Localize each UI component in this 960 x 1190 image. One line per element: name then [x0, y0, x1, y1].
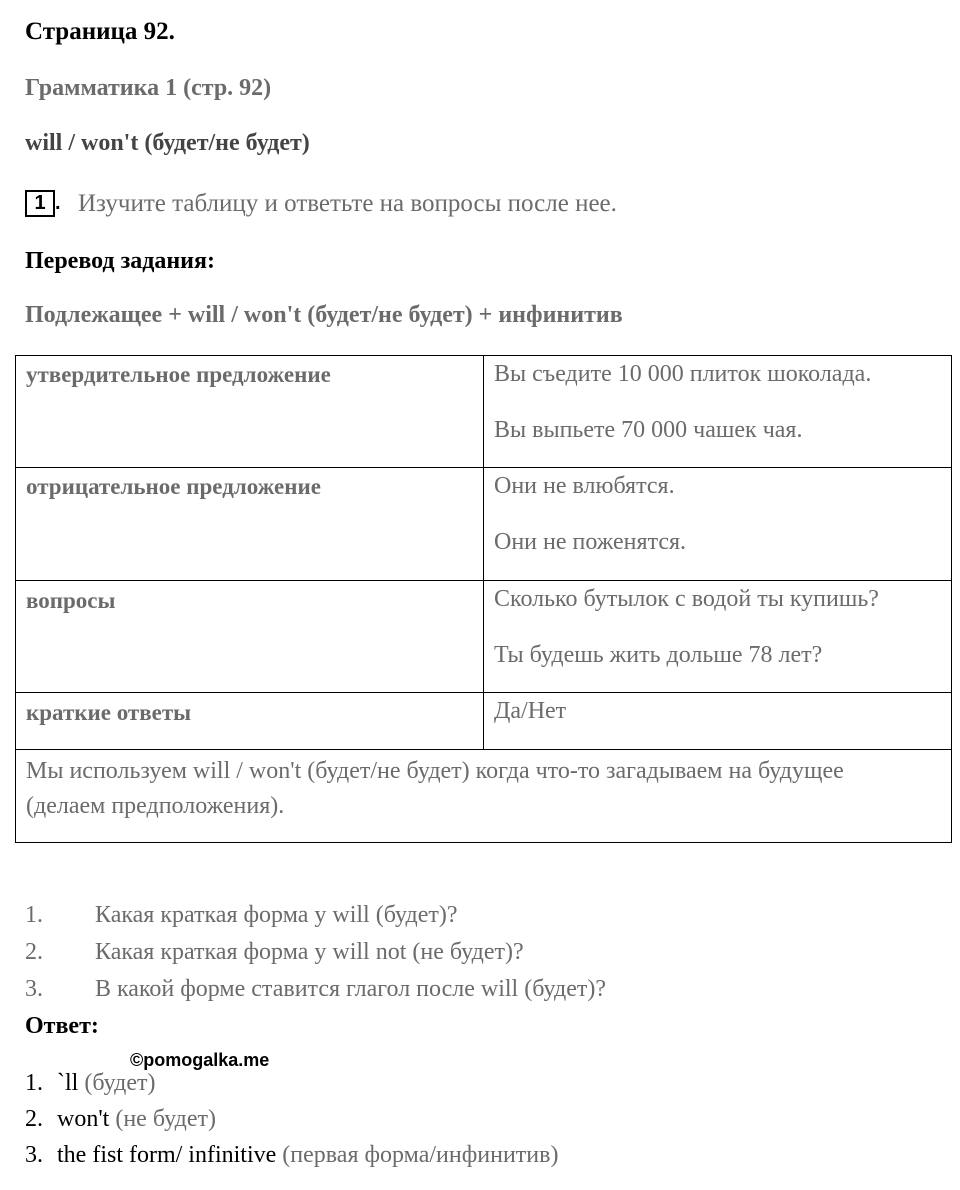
answer-value: won't [57, 1106, 110, 1132]
answer-value: the fist form/ infinitive [57, 1142, 277, 1168]
answer-translation: (первая форма/инфинитив) [282, 1142, 559, 1168]
example-sentence: Вы выпьете 70 000 чашек чая. [494, 417, 803, 443]
page-title: Страница 92. [25, 18, 175, 45]
question-number: 2. [25, 939, 43, 965]
question-text: Какая краткая форма у will (будет)? [95, 902, 458, 928]
grammar-formula: Подлежащее + will / won't (будет/не будет) + инфинитив [25, 302, 623, 328]
table-note: Мы используем will / won't (будет/не будет) когда что-то загадываем на будущее (делаем предположения). [26, 758, 844, 819]
table-column-divider [483, 356, 484, 749]
answer-number: 2. [25, 1106, 43, 1132]
answer-row [25, 1070, 155, 1097]
task-number-box: 1 [25, 190, 55, 217]
question-text: Какая краткая форма у will not (не будет)? [95, 939, 524, 965]
question-number: 3. [25, 976, 43, 1002]
example-sentence: Они не влюбятся. [494, 473, 675, 499]
question-text: В какой форме ставится глагол после will (будет)? [95, 976, 606, 1002]
answer-row [25, 1106, 216, 1133]
row-label-short-answers: краткие ответы [26, 700, 192, 725]
row-label-negative: отрицательное предложение [26, 474, 321, 499]
answer-number: 3. [25, 1142, 43, 1168]
task-instruction: Изучите таблицу и ответьте на вопросы после нее. [78, 190, 617, 217]
grammar-section-title: Грамматика 1 (стр. 92) [25, 75, 272, 101]
example-sentence: Сколько бутылок с водой ты купишь? [494, 586, 879, 612]
answer-value: `ll [57, 1070, 79, 1096]
table-row-divider [16, 749, 951, 750]
row-label-affirmative: утвердительное предложение [26, 362, 331, 387]
watermark: ©pomogalka.me [130, 1050, 270, 1070]
answer-row [25, 1142, 558, 1169]
answer-number: 1. [25, 1070, 43, 1096]
translation-heading: Перевод задания: [25, 248, 215, 274]
grammar-table [15, 355, 952, 843]
question-number: 1. [25, 902, 43, 928]
task-number-dot: . [55, 192, 61, 214]
example-sentence: Они не поженятся. [494, 529, 687, 555]
example-sentence: Да/Нет [494, 698, 567, 724]
row-label-questions: вопросы [26, 588, 116, 613]
answer-translation: (будет) [84, 1070, 156, 1096]
example-sentence: Вы съедите 10 000 плиток шоколада. [494, 361, 872, 387]
answer-translation: (не будет) [115, 1106, 216, 1132]
answer-heading: Ответ: [25, 1013, 99, 1039]
topic-heading: will / won't (будет/не будет) [25, 130, 310, 156]
example-sentence: Ты будешь жить дольше 78 лет? [494, 642, 823, 668]
